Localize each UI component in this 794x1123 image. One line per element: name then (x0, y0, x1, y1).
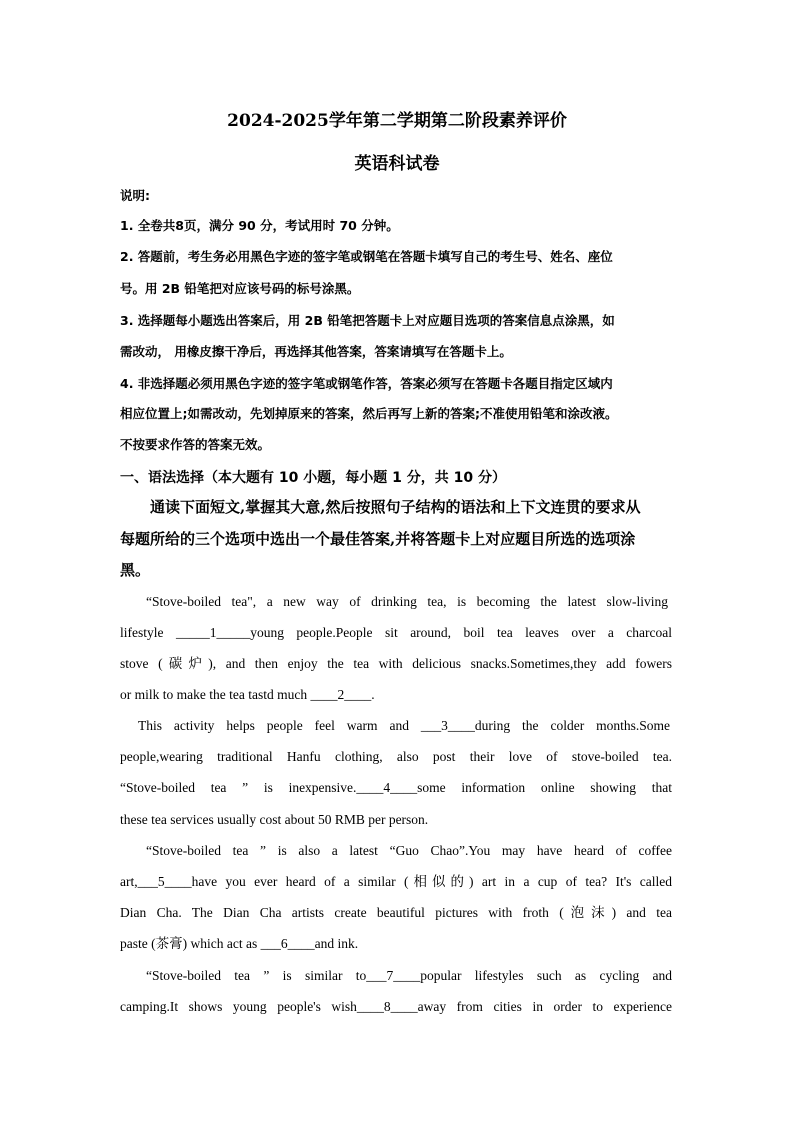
note-line: 4. 非选择题必须用黑色字迹的签字笔或钢笔作答，答案必须写在答题卡各题目指定区域内 (120, 376, 613, 391)
passage-line: “Stove-boiled tea ” is inexpensive.____4____some information online showing that (120, 780, 672, 795)
note-line: 号。用 2B 铅笔把对应该号码的标号涂黑。 (120, 281, 360, 296)
note-line: 2. 答题前，考生务必用黑色字迹的签字笔或钢笔在答题卡填写自己的考生号、姓名、座位 (120, 249, 613, 264)
passage-line: This activity helps people feel warm and ___3____during the colder months.Some (138, 718, 670, 733)
section-title: 一、语法选择（本大题有 10 小题，每小题 1 分，共 10 分） (120, 470, 506, 486)
instruction-line: 每题所给的三个选项中选出一个最佳答案,并将答题卡上对应题目所选的选项涂 (120, 530, 636, 548)
passage-line: Dian Cha. The Dian Cha artists create beautiful pictures with froth (泡沫) and tea (120, 905, 672, 920)
note-line: 1. 全卷共8页，满分 90 分，考试用时 70 分钟。 (120, 218, 399, 233)
passage-line: stove (碳炉), and then enjoy the tea with delicious snacks.Sometimes,they add fowers (120, 656, 672, 671)
passage-line: “Stove-boiled tea ” is similar to___7____popular lifestyles such as cycling and (146, 968, 672, 983)
instruction-line: 通读下面短文,掌握其大意,然后按照句子结构的语法和上下文连贯的要求从 (150, 498, 641, 516)
instruction-line: 黑。 (120, 561, 151, 579)
passage-line: lifestyle _____1_____young people.People sit around, boil tea leaves over a charcoal (120, 625, 672, 640)
passage-line: paste (茶膏) which act as ___6____and ink. (120, 936, 359, 951)
passage-line: these tea services usually cost about 50 RMB per person. (120, 812, 429, 827)
passage-line: camping.It shows young people's wish____8____away from cities in order to experience (120, 999, 672, 1014)
passage-line: art,___5____have you ever heard of a similar (相似的) art in a cup of tea? It's called (120, 874, 672, 889)
passage-line: people,wearing traditional Hanfu clothing, also post their love of stove-boiled tea. (120, 749, 672, 764)
passage-line: or milk to make the tea tastd much ____2____. (120, 687, 375, 702)
note-line: 需改动， 用橡皮擦干净后，再选择其他答案，答案请填写在答题卡上。 (120, 344, 512, 359)
note-line: 相应位置上;如需改动，先划掉原来的答案，然后再写上新的答案;不准使用铅笔和涂改液。 (120, 406, 618, 421)
note-line: 3. 选择题每小题选出答案后，用 2B 铅笔把答题卡上对应题目选项的答案信息点涂黑，如 (120, 313, 615, 328)
passage-line: “Stove-boiled tea ” is also a latest “Guo Chao”.You may have heard of coffee (146, 843, 672, 858)
notes-heading: 说明: (120, 188, 150, 203)
passage-line: “Stove-boiled tea", a new way of drinking tea, is becoming the latest slow-living (146, 594, 668, 609)
exam-title: 2024-2025学年第二学期第二阶段素养评价 (227, 111, 567, 131)
exam-subtitle: 英语科试卷 (354, 154, 440, 174)
note-line: 不按要求作答的答案无效。 (120, 437, 271, 452)
